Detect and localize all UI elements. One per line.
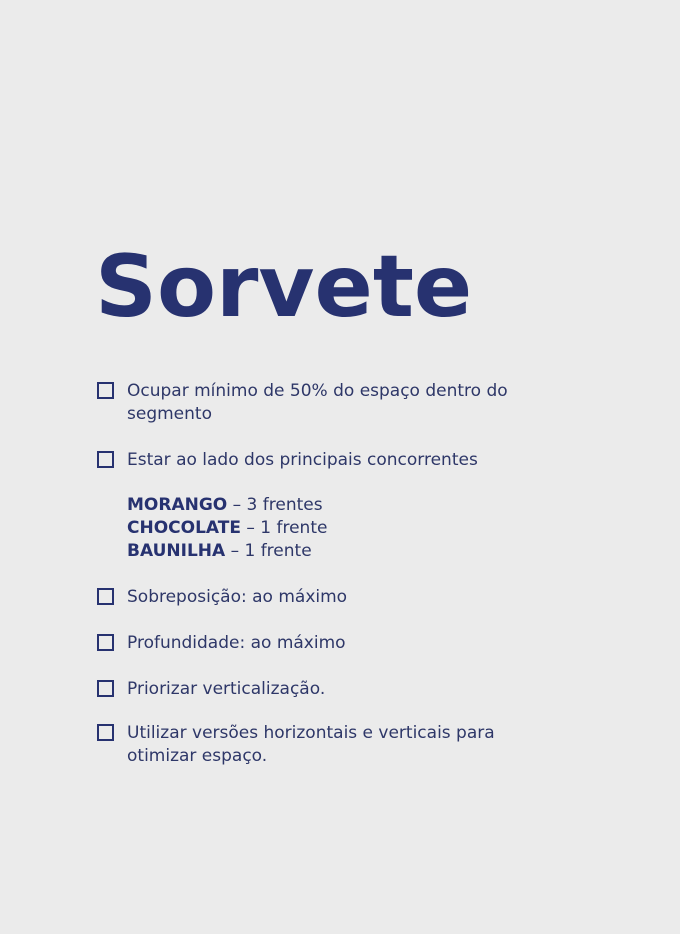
checklist-item-text: Ocupar mínimo de 50% do espaço dentro do segmento: [127, 381, 508, 424]
checklist-item-text: Utilizar versões horizontais e verticais para otimizar espaço.: [127, 723, 495, 766]
flavor-row-baunilha: [127, 540, 327, 563]
checklist-item-overlap: [97, 586, 537, 609]
checkbox-icon: [97, 680, 114, 697]
checkbox-icon: [97, 724, 114, 741]
checklist-item-competitors: [97, 449, 537, 472]
checklist-item-occupy-space: [97, 380, 537, 426]
flavor-detail: – 3 frentes: [227, 495, 323, 515]
flavor-row-chocolate: [127, 517, 327, 540]
checkbox-icon: [97, 382, 114, 399]
checklist-item-text: Priorizar verticalização.: [127, 679, 326, 699]
checklist-item-text: Estar ao lado dos principais concorrentes: [127, 450, 478, 470]
checklist-item-text: Profundidade: ao máximo: [127, 633, 346, 653]
flavor-name: BAUNILHA: [127, 541, 226, 561]
page-title: Sorvete: [95, 237, 473, 337]
checkbox-icon: [97, 451, 114, 468]
checklist-item-versions: [97, 722, 537, 768]
checklist-item-depth: [97, 632, 537, 655]
flavor-detail: – 1 frente: [240, 518, 328, 538]
flavor-list: [127, 494, 327, 563]
checklist-item-text: Sobreposição: ao máximo: [127, 587, 348, 607]
flavor-name: CHOCOLATE: [127, 518, 241, 538]
flavor-name: MORANGO: [127, 495, 228, 515]
checkbox-icon: [97, 588, 114, 605]
checklist-item-verticalization: [97, 678, 537, 701]
checkbox-icon: [97, 634, 114, 651]
flavor-row-morango: [127, 494, 327, 517]
flavor-detail: – 1 frente: [225, 541, 312, 561]
